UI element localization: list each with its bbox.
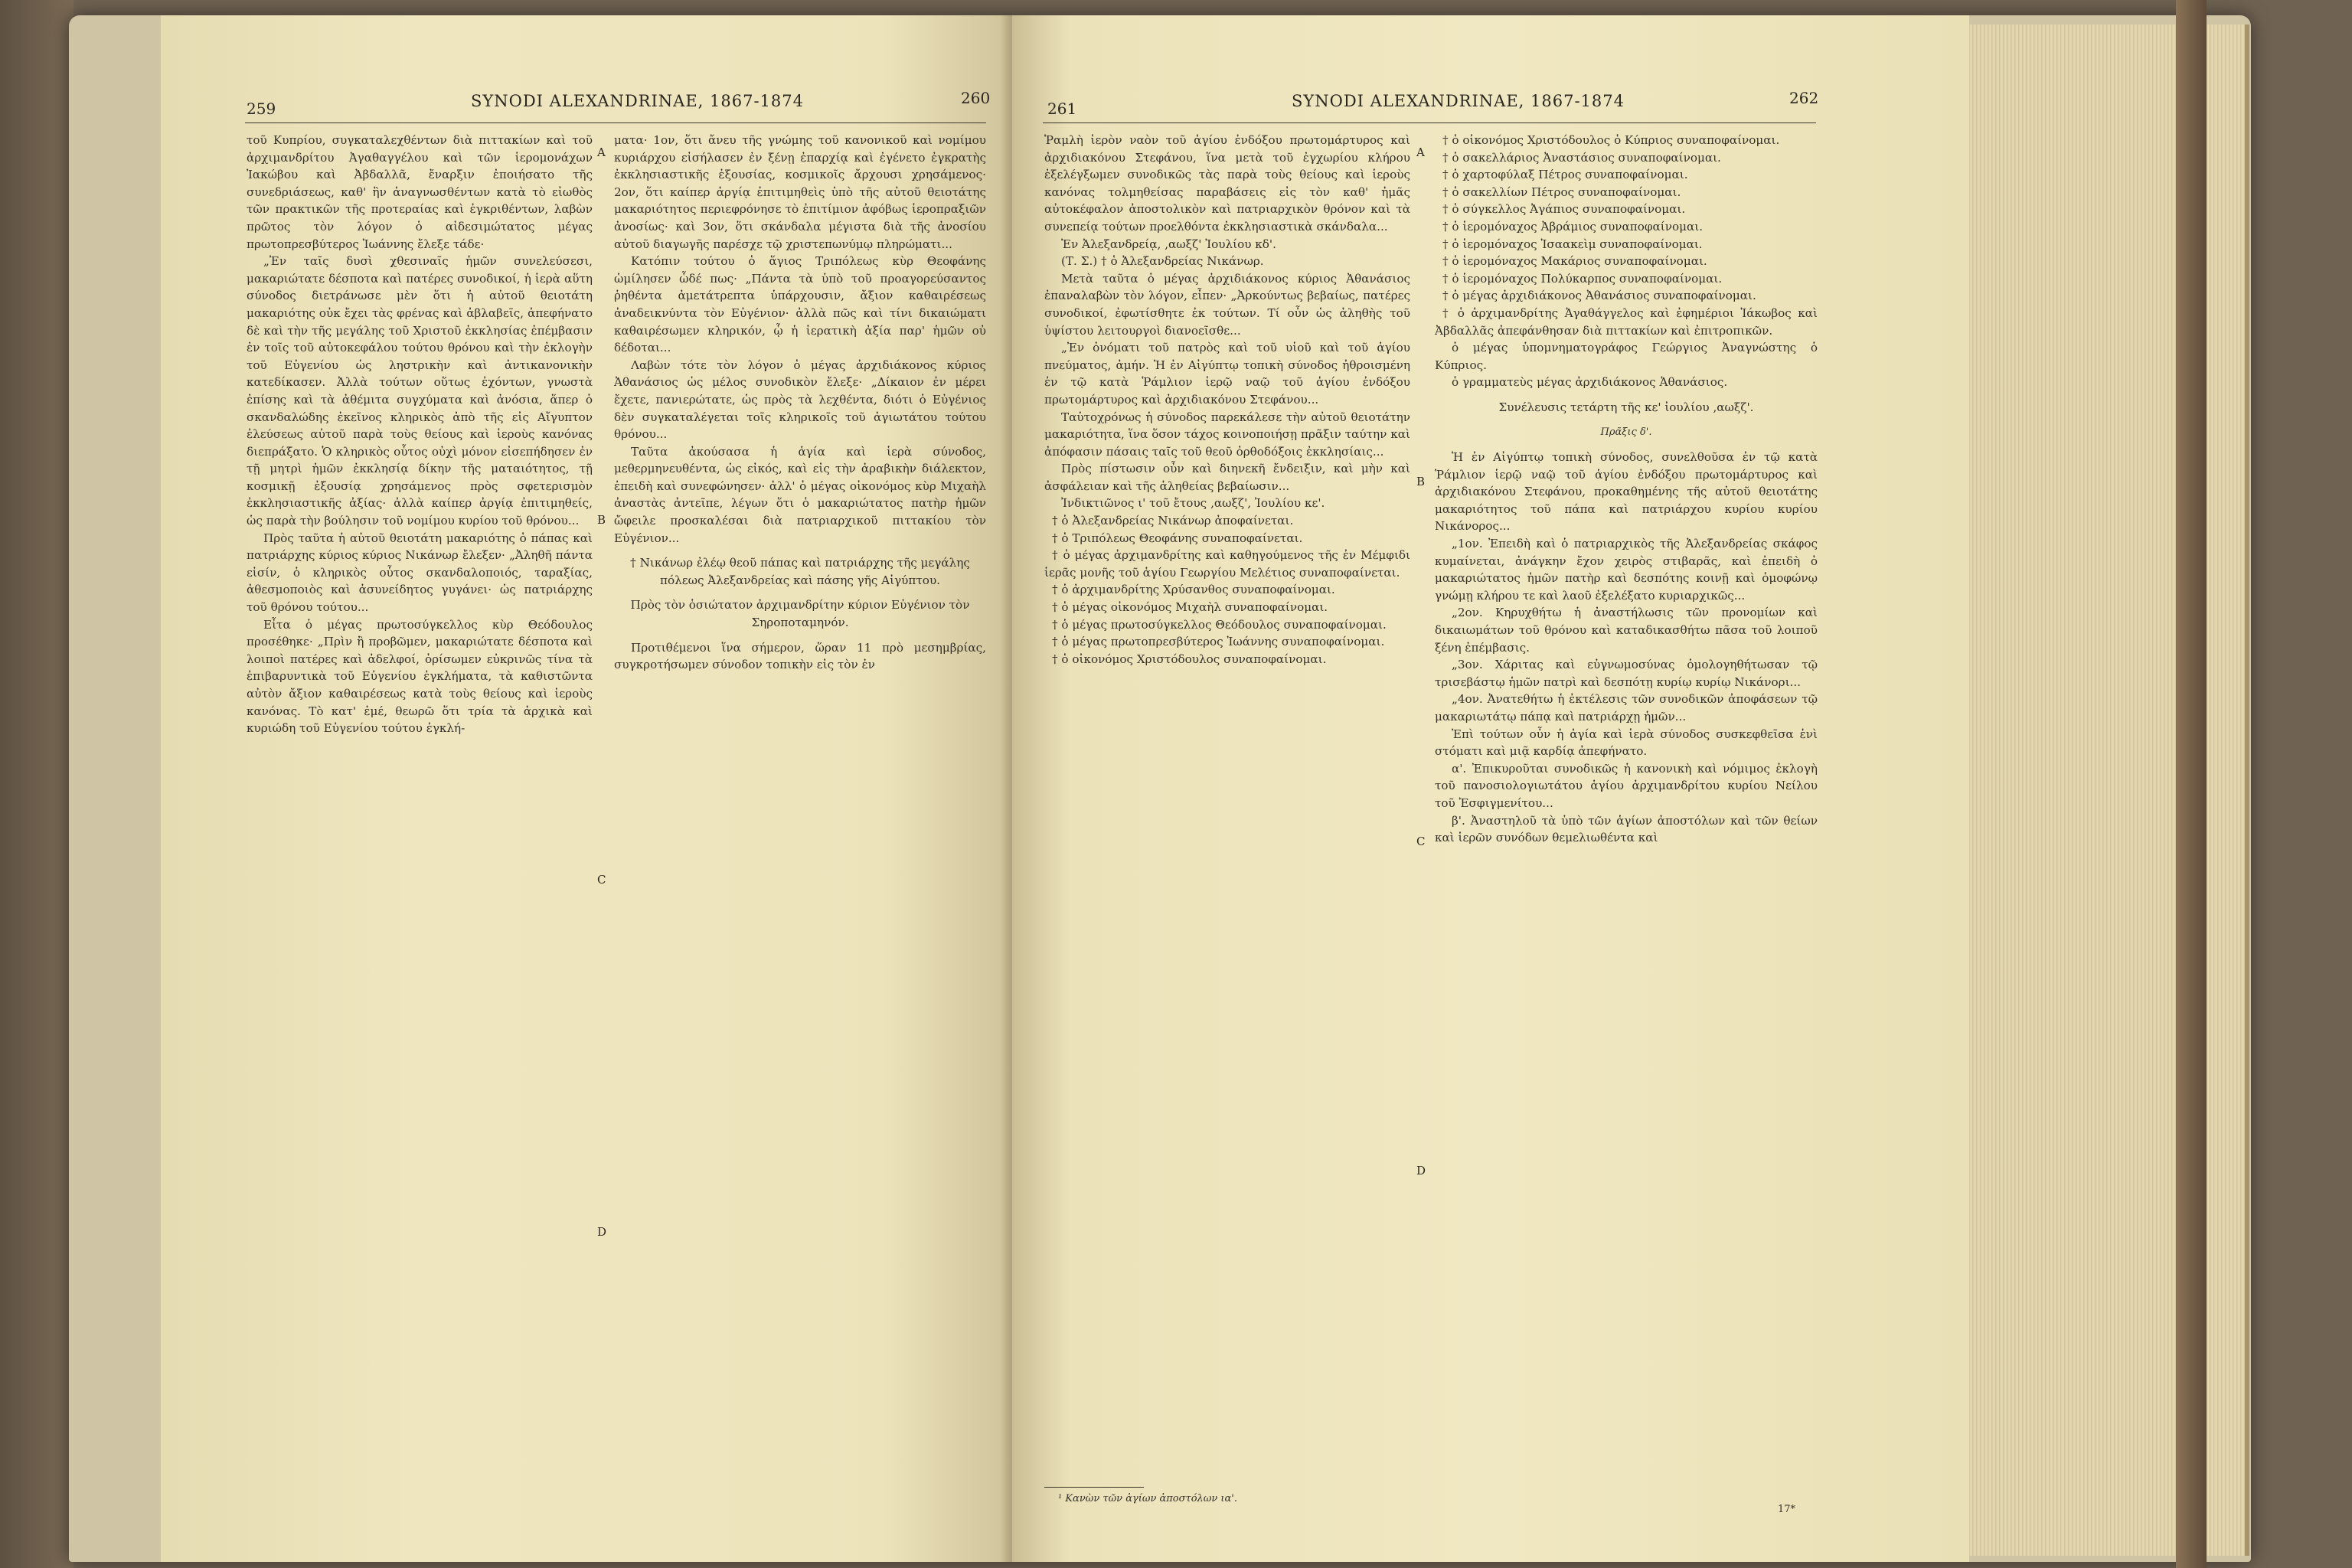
paragraph: Μετὰ ταῦτα ὁ μέγας ἀρχιδιάκονος κύριος Ἀθανάσιος ἐπαναλαβὼν τὸν λόγον, εἶπεν· „Ἀρκούντως βεβαίως, πατέρες συνοδικοί, ἐφωτίσθητε ἐκ τούτων. Τί οὖν ὡς ἀληθὴς τοῦ ὑψίστου λειτουργοὶ διανοεῖσθε... bbox=[1044, 271, 1410, 338]
signature-line: † ὁ ἱερομόναχος Μακάριος συναποφαίνομαι. bbox=[1442, 254, 1707, 269]
margin-mark-c: C bbox=[1416, 835, 1426, 848]
margin-mark-d: D bbox=[597, 1225, 607, 1239]
signature-line: † ὁ χαρτοφύλαξ Πέτρος συναποφαίνομαι. bbox=[1442, 168, 1688, 182]
signature-line: † ὁ ἀρχιμανδρίτης Χρύσανθος συναποφαίνομαι. bbox=[1052, 583, 1335, 597]
open-book bbox=[69, 15, 2251, 1562]
running-head-right: SYNODI ALEXANDRINAE, 1867-1874 bbox=[1292, 92, 1625, 110]
date-line: Ἰνδικτιῶνος ι' τοῦ ἔτους ‚αωξζ', Ἰουλίου κε'. bbox=[1061, 496, 1325, 511]
header-rule bbox=[245, 122, 986, 123]
footnote-rule bbox=[1044, 1487, 1144, 1488]
paragraph: β'. Ἀναστηλοῦ τὰ ὑπὸ τῶν ἁγίων ἀποστόλων καὶ τῶν θείων καὶ ἱερῶν συνόδων θεμελιωθέντα καὶ bbox=[1435, 813, 1818, 845]
act-subheading: Πρᾶξις δ'. bbox=[1600, 426, 1652, 438]
paragraph: τοῦ Κυπρίου, συγκαταλεχθέντων διὰ πιττακίων καὶ τοῦ ἀρχιμανδρίτου Ἀγαθαγγέλου καὶ τῶν ἱερομονάχων Ἰακώβου καὶ Ἀβδαλλᾶ, ἔναρξιν ἐποιήσατο τῆς συνεδριάσεως, καθ' ἣν ἀναγνωσθέντων κατὰ τὸ εἰωθὸς τῶν πρακτικῶν τῆς προτεραίας καὶ ἐγκριθέντων, λαβὼν πρῶτος τὸν λόγον ὁ αἰδεσιμώτατος μέγας πρωτοπρεσβύτερος Ἰωάννης ἔλεξε τάδε· bbox=[247, 133, 593, 251]
book-cover-left bbox=[0, 0, 74, 1568]
signature-line: ὁ γραμματεὺς μέγας ἀρχιδιάκονος Ἀθανάσιος. bbox=[1452, 375, 1728, 390]
signature-line: † ὁ μέγας ἀρχιμανδρίτης καὶ καθηγούμενος τῆς ἐν Μέμφιδι ἱερᾶς μονῆς τοῦ ἁγίου Γεωργίου Μελέτιος συναποφαίνεται. bbox=[1044, 548, 1410, 580]
signature-line: † ὁ οἰκονόμος Χριστόδουλος συναποφαίνομαι. bbox=[1052, 652, 1327, 666]
margin-mark-a: A bbox=[597, 145, 606, 159]
paragraph: „1ον. Ἐπειδὴ καὶ ὁ πατριαρχικὸς τῆς Ἀλεξανδρείας σκάφος κυμαίνεται, ἀνάγκην ἔχον χειρὸς στιβαρᾶς, καὶ ἐπειδὴ ὁ μακαριώτατος ἡμῶν πατὴρ καὶ δεσπότης κοινῇ καὶ ὁμοφώνῳ γνώμῃ κλήρου τε καὶ λαοῦ ἐξελέξατο κυριαρχικῶς... bbox=[1435, 537, 1818, 603]
margin-mark-b: B bbox=[597, 513, 606, 527]
right-column-2 bbox=[1435, 132, 1818, 1525]
paragraph: Εἶτα ὁ μέγας πρωτοσύγκελλος κὺρ Θεόδουλος προσέθηκε· „Πρὶν ἢ προβῶμεν, μακαριώτατε δέσποτα καὶ λοιποὶ πατέρες καὶ ἀδελφοί, ὁρίσωμεν εὐκρινῶς τίνα τὰ ἐπιβαρυντικὰ τοῦ Εὐγενίου ἐγκλήματα, τὰ καθιστῶντα αὐτὸν ἄξιον καθαιρέσεως κατὰ τοὺς θείους καὶ ἱεροὺς κανόνας. Τὸ κατ' ἐμέ, θεωρῶ ὅτι τρία τὰ ἀρχικὰ καὶ κυριώδη τοῦ Εὐγενίου τούτου ἐγκλή- bbox=[247, 617, 593, 736]
session-heading: Συνέλευσις τετάρτη τῆς κε' ἰουλίου ‚αωξζ'. bbox=[1498, 400, 1754, 414]
paragraph: „Ἐν ὀνόματι τοῦ πατρὸς καὶ τοῦ υἱοῦ καὶ τοῦ ἁγίου πνεύματος, ἀμήν. Ἡ ἐν Αἰγύπτῳ τοπικὴ σύνοδος ἠθροισμένη ἐν τῷ κατὰ Ῥάμλιον ἱερῷ ναῷ τοῦ ἁγίου ἐνδόξου πρωτομάρτυρος καὶ ἀρχιδιακόνου Στεφάνου... bbox=[1044, 341, 1410, 407]
right-column-1 bbox=[1044, 132, 1410, 1510]
page-edges bbox=[1969, 24, 2249, 1556]
signature-line: † ὁ μέγας ἀρχιδιάκονος Ἀθανάσιος συναποφαίνομαι. bbox=[1442, 289, 1756, 303]
column-number-right: 262 bbox=[1789, 89, 1819, 107]
signature-line: † ὁ σύγκελλος Ἀγάπιος συναποφαίνομαι. bbox=[1442, 202, 1686, 217]
signature-line: † ὁ μέγας πρωτοπρεσβύτερος Ἰωάννης συναποφαίνομαι. bbox=[1052, 635, 1385, 649]
paragraph: Ταὐτοχρόνως ἡ σύνοδος παρεκάλεσε τὴν αὐτοῦ θειοτάτην μακαριότητα, ἵνα ὅσον τάχος κοινοποιήσῃ πρᾶξιν ταύτην καὶ ἀπόφασιν πάσαις ταῖς τοῦ θεοῦ ὀρθοδόξοις ἐκκλησίαις... bbox=[1044, 410, 1410, 459]
paragraph: Ῥαμλὴ ἱερὸν ναὸν τοῦ ἁγίου ἐνδόξου πρωτομάρτυρος καὶ ἀρχιδιακόνου Στεφάνου, ἵνα μετὰ τοῦ ἐγχωρίου κλήρου ἐξελέγξωμεν συνοδικῶς τὰς παρὰ τοὺς θείους καὶ ἱεροὺς κανόνας τολμηθείσας παραβάσεις εἰς τὸν καθ' ἡμᾶς αὐτοκέφαλον ἀποστολικὸν καὶ πατριαρχικὸν θρόνον καὶ τὰ συνεπείᾳ τούτων προελθόντα ἐκκλησιαστικὰ σκάνδαλα... bbox=[1044, 133, 1410, 234]
left-column-2 bbox=[614, 132, 986, 1525]
header-rule bbox=[1043, 122, 1816, 123]
running-head-left: SYNODI ALEXANDRINAE, 1867-1874 bbox=[471, 92, 804, 110]
paragraph: „2ον. Κηρυχθήτω ἡ ἀναστήλωσις τῶν προνομίων καὶ δικαιωμάτων τοῦ θρόνου καὶ καταδικασθήτω πᾶσα τοῦ λοιποῦ ξένη ἐπέμβασις. bbox=[1435, 606, 1818, 655]
paragraph: Προτιθέμενοι ἵνα σήμερον, ὥραν 11 πρὸ μεσημβρίας, συγκροτήσωμεν σύνοδον τοπικὴν εἰς τὸν ἐν bbox=[614, 640, 986, 672]
paragraph: „Ἐν ταῖς δυσὶ χθεσιναῖς ἡμῶν συνελεύσεσι, μακαριώτατε δέσποτα καὶ πατέρες συνοδικοί, ἡ ἱερὰ αὕτη σύνοδος διετράνωσε μὲν ὅτι ἡ αὐτοῦ θειοτάτη μακαριότης οὐκ ἔχει τὰς φρένας καὶ ἀβλαβεῖς, ἀπεφήνατο δὲ καὶ τὴν τῆς μεγάλης τοῦ Χριστοῦ ἐκκλησίας ἐπέμβασιν ἐν τοῖς τοῦ αὐτοκεφάλου τούτου θρόνου καὶ τὴν ἐκλογὴν τοῦ Εὐγενίου ὡς ληστρικὴν καὶ ἀντικανονικὴν κατεδίκασεν. Ἀλλὰ τούτων οὕτως ἐχόντων, γνωστὰ ἐπίσης καὶ τὰ ἀθέμιτα συγχύματα καὶ ἀνόσια, ἅπερ ὁ σκανδαλώδης ἐκεῖνος κληρικὸς ἀπὸ τῆς εἰς Αἴγυπτον ἐλεύσεως αὐτοῦ παρὰ τοὺς θείους καὶ ἱεροὺς κανόνας διεπράξατο. Ὁ κληρικὸς οὗτος οὐχὶ μόνον εἰσεπήδησεν ἐν τῇ μητρὶ ἡμῶν ἐκκλησίᾳ δίκην τῆς ματαιότητος, τῇ κοσμικῇ ἐξουσίᾳ χρησάμενος πρὸς σφετερισμὸν ἐκκλησιαστικῆς ἀξίας· ἀλλὰ καίπερ ἀργίᾳ ἐπιτιμηθείς, ὡς παρὰ τὴν βούλησιν τοῦ νομίμου κυρίου τοῦ θρόνου... bbox=[247, 254, 593, 528]
letter-heading: † Νικάνωρ ἐλέῳ θεοῦ πάπας καὶ πατριάρχης τῆς μεγάλης πόλεως Ἀλεξανδρείας καὶ πάσης γῆς Αἰγύπτου. bbox=[630, 556, 970, 587]
paragraph: α'. Ἐπικυροῦται συνοδικῶς ἡ κανονικὴ καὶ νόμιμος ἐκλογὴ τοῦ πανοσιολογιωτάτου ἁγίου ἀρχιμανδρίτου κυρίου Νείλου τοῦ Ἐσφιγμενίτου... bbox=[1435, 761, 1818, 810]
paragraph: Ταῦτα ἀκούσασα ἡ ἁγία καὶ ἱερὰ σύνοδος, μεθερμηνευθέντα, ὡς εἰκός, καὶ εἰς τὴν ἀραβικὴν διάλεκτον, ἐπειδὴ καὶ συνεφώνησεν· ἀλλ' ὁ μέγας οἰκονόμος κὺρ Μιχαὴλ ἀναστὰς ἀντεῖπε, λέγων ὅτι ὁ μακαριώτατος πατὴρ ἡμῶν ὤφειλε προσκαλέσαι διὰ πατριαρχικοῦ πιττακίου τὸν Εὐγένιον... bbox=[614, 444, 986, 545]
seal-line: (Τ. Σ.) † ὁ Ἀλεξανδρείας Νικάνωρ. bbox=[1061, 254, 1264, 269]
margin-mark-a: A bbox=[1416, 145, 1425, 159]
signature-line: ὁ μέγας ὑπομνηματογράφος Γεώργιος Ἀναγνώστης ὁ Κύπριος. bbox=[1435, 341, 1818, 372]
column-number-left: 261 bbox=[1047, 100, 1077, 118]
signature-line: † ὁ Ἀλεξανδρείας Νικάνωρ ἀποφαίνεται. bbox=[1052, 514, 1294, 528]
margin-mark-c: C bbox=[597, 873, 606, 887]
letter-addressee: Πρὸς τὸν ὁσιώτατον ἀρχιμανδρίτην κύριον Εὐγένιον τὸν Σηροποταμηνόν. bbox=[630, 598, 970, 630]
signature-mark: 17* bbox=[1778, 1504, 1796, 1515]
signature-line: † ὁ μέγας πρωτοσύγκελλος Θεόδουλος συναποφαίνομαι. bbox=[1052, 617, 1387, 632]
signature-line: † ὁ σακελλίων Πέτρος συναποφαίνομαι. bbox=[1442, 185, 1681, 199]
signature-line: † ὁ οἰκονόμος Χριστόδουλος ὁ Κύπριος συναποφαίνομαι. bbox=[1442, 133, 1780, 147]
paragraph: Λαβὼν τότε τὸν λόγον ὁ μέγας ἀρχιδιάκονος κύριος Ἀθανάσιος ὡς μέλος συνοδικὸν ἔλεξε· „Δίκαιον ἐν μέρει ἔχετε, πανιερώτατε, ὡς πρὸς τὰ λεχθέντα, διότι ὁ Εὐγένιος δὲν συγκαταλέγεται τοῖς κληρικοῖς τοῦ ἁγιωτάτου τούτου θρόνου... bbox=[614, 358, 986, 442]
left-column-1 bbox=[247, 132, 593, 1525]
paragraph: ματα· 1ον, ὅτι ἄνευ τῆς γνώμης τοῦ κανονικοῦ καὶ νομίμου κυριάρχου εἰσήλασεν ἐν ξένῃ ἐπαρχίᾳ καὶ ἐγένετο ἐγκρατὴς ἐκκλησιαστικῆς ἐξουσίας, κοσμικοῖς ἄρχουσι χρησάμενος· 2ον, ὅτι καίπερ ἀργίᾳ ἐπιτιμηθεὶς ὑπὸ τῆς αὐτοῦ θειοτάτης μακαριότητος περιεφρόνησε τὸ ἐπιτίμιον ἀφόβως ἱεροπραξιῶν ἀνοσίως· καὶ 3ον, ὅτι σκάνδαλα μέγιστα διὰ τῆς ἀνοσίου αὐτοῦ διαγωγῆς παρέσχε τῷ χριστεπωνύμῳ πληρώματι... bbox=[614, 133, 986, 251]
signature-line: † ὁ ἱερομόναχος Ἀβράμιος συναποφαίνομαι. bbox=[1442, 219, 1704, 234]
margin-mark-d: D bbox=[1416, 1164, 1426, 1178]
signature-line: † ὁ Τριπόλεως Θεοφάνης συναποφαίνεται. bbox=[1052, 531, 1303, 545]
signature-line: † ὁ ἀρχιμανδρίτης Ἀγαθάγγελος καὶ ἐφημέριοι Ἰάκωβος καὶ Ἀβδαλλᾶς ἀπεφάνθησαν διὰ πιττακίων καὶ ἐπιτροπικῶν. bbox=[1435, 305, 1818, 338]
paragraph: „3ον. Χάριτας καὶ εὐγνωμοσύνας ὁμολογηθήτωσαν τῷ τρισεβάστῳ ἡμῶν πατρὶ καὶ δεσπότῃ κυρίῳ κυρίῳ Νικάνορι... bbox=[1435, 658, 1818, 689]
signature-line: † ὁ ἱερομόναχος Πολύκαρπος συναποφαίνομαι. bbox=[1442, 271, 1723, 286]
footnote: ¹ Κανὼν τῶν ἁγίων ἀποστόλων ια'. bbox=[1058, 1493, 1237, 1504]
signature-line: † ὁ σακελλάριος Ἀναστάσιος συναποφαίνομαι. bbox=[1442, 150, 1721, 165]
date-line: Ἐν Ἀλεξανδρείᾳ, ‚αωξζ' Ἰουλίου κδ'. bbox=[1061, 237, 1276, 251]
left-page bbox=[161, 15, 1011, 1562]
paragraph: Κατόπιν τούτου ὁ ἅγιος Τριπόλεως κὺρ Θεοφάνης ὡμίλησεν ὧδέ πως· „Πάντα τὰ ὑπὸ τοῦ προαγορεύσαντος ῥηθέντα ἀμετάτρεπτα ὑπάρχουσιν, ἄξιον καθαιρέσεως ἀναδεικνύντα τὸν Εὐγένιον· ἀλλὰ πῶς καὶ τίνι δικαιώματι καθαιρέσωμεν κληρικόν, ᾧ ἡ ἱερατικὴ ἀξία παρ' ἡμῶν οὐ δέδοται... bbox=[614, 254, 986, 355]
paragraph: Πρὸς πίστωσιν οὖν καὶ διηνεκῆ ἔνδειξιν, καὶ μὴν καὶ ἀσφάλειαν καὶ τῆς ἀληθείας βεβαίωσιν... bbox=[1044, 462, 1410, 493]
column-number-left: 259 bbox=[247, 100, 276, 118]
paragraph: Ἐπὶ τούτων οὖν ἡ ἁγία καὶ ἱερὰ σύνοδος συσκεφθεῖσα ἑνὶ στόματι καὶ μιᾷ καρδίᾳ ἀπεφήνατο. bbox=[1435, 727, 1818, 759]
margin-mark-b: B bbox=[1416, 475, 1426, 488]
paragraph: „4ον. Ἀνατεθήτω ἡ ἐκτέλεσις τῶν συνοδικῶν ἀποφάσεων τῷ μακαριωτάτῳ πάπᾳ καὶ πατριάρχῃ ἡμῶν... bbox=[1435, 692, 1818, 724]
right-page bbox=[1012, 15, 1969, 1562]
column-number-right: 260 bbox=[961, 89, 991, 107]
signature-line: † ὁ μέγας οἰκονόμος Μιχαὴλ συναποφαίνομαι. bbox=[1052, 600, 1328, 615]
paragraph: Ἡ ἐν Αἰγύπτῳ τοπικὴ σύνοδος, συνελθοῦσα ἐν τῷ κατὰ Ῥάμλιον ἱερῷ ναῷ τοῦ ἁγίου ἐνδόξου πρωτομάρτυρος καὶ ἀρχιδιακόνου Στεφάνου, προκαθημένης τῆς αὐτοῦ θειοτάτης μακαριότητος τοῦ πάπα καὶ πατριάρχου κυρίου κυρίου Νικάνορος... bbox=[1435, 450, 1818, 534]
signature-line: † ὁ ἱερομόναχος Ἰσαακεὶμ συναποφαίνομαι. bbox=[1442, 237, 1703, 251]
book-spine bbox=[2176, 0, 2207, 1568]
paragraph: Πρὸς ταῦτα ἡ αὐτοῦ θειοτάτη μακαριότης ὁ πάπας καὶ πατριάρχης κύριος κύριος Νικάνωρ ἔλεξεν· „Ἀληθῆ πάντα εἰσίν, ὁ κληρικὸς οὗτος σκανδαλοποιός, ταραξίας, ἀθεσμοποιὸς καὶ ἀσυνείδητος γυγάνει· ὡς πατριάρχης τοῦ θρόνου τούτου... bbox=[247, 531, 593, 615]
